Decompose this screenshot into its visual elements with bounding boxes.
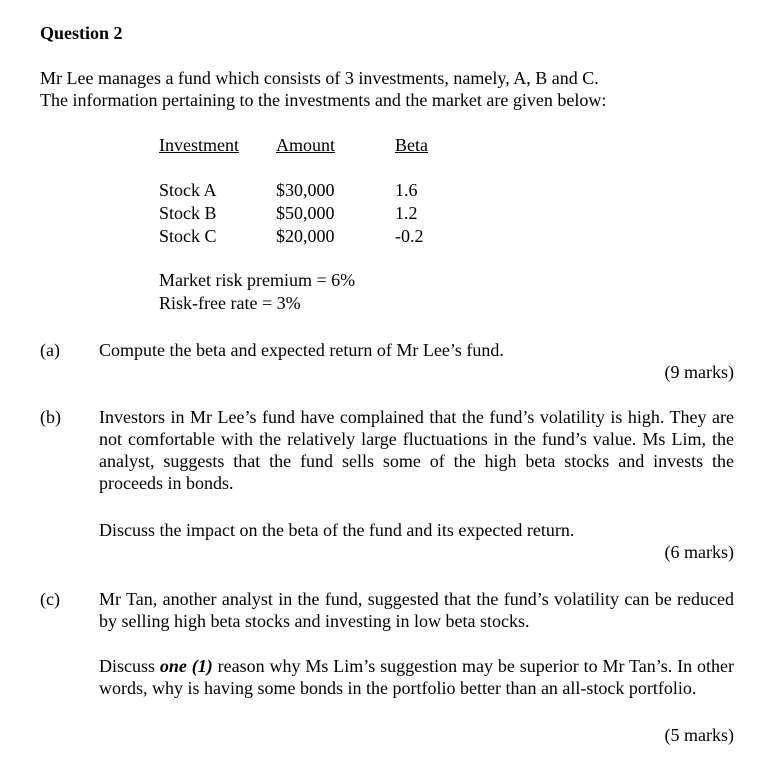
header-investment: Investment	[159, 135, 239, 155]
header-amount: Amount	[276, 135, 336, 155]
question-title: Question 2	[40, 23, 123, 43]
intro-line-2: The information pertaining to the investments and the market are given below:	[40, 90, 607, 110]
row-b-investment: Stock B	[159, 203, 217, 223]
part-c-text: Mr Tan, another analyst in the fund, suggested that the fund’s volatility can be reduced by selling high beta stocks and investing in low beta stocks.	[99, 589, 734, 631]
intro-line-1: Mr Lee manages a fund which consists of 3 investments, namely, A, B and C.	[40, 68, 599, 88]
row-a-beta: 1.6	[395, 180, 418, 200]
row-a-investment: Stock A	[159, 180, 217, 200]
risk-free-rate: Risk-free rate = 3%	[159, 293, 301, 313]
part-b-text: Investors in Mr Lee’s fund have complained that the fund’s volatility is high. They are not comfortable with the relatively large fluctuations in the fund’s value. Ms Lim, the analyst, suggests that the fund sells some of the high beta stocks and invests the proceeds in bonds.	[99, 407, 734, 493]
part-c-discuss-suffix: reason why Ms Lim’s suggestion may be superior to Mr Tan’s. In other words, why is having some bonds in the portfolio better than an all-stock portfolio.	[99, 656, 734, 698]
part-c-discuss	[99, 655, 734, 699]
row-c-amount: $20,000	[276, 226, 335, 246]
row-a-amount: $30,000	[276, 180, 335, 200]
part-a-marks: (9 marks)	[664, 362, 734, 382]
part-c-discuss-emphasis: one (1)	[159, 656, 213, 676]
row-c-investment: Stock C	[159, 226, 217, 246]
part-c-label: (c)	[40, 589, 60, 609]
part-b-discuss: Discuss the impact on the beta of the fund and its expected return.	[99, 520, 575, 540]
market-risk-premium: Market risk premium = 6%	[159, 270, 356, 290]
part-c-marks: (5 marks)	[664, 725, 734, 745]
part-a-label: (a)	[40, 340, 60, 360]
row-c-beta: -0.2	[395, 226, 424, 246]
part-b-label: (b)	[40, 407, 61, 427]
part-a-text: Compute the beta and expected return of Mr Lee’s fund.	[99, 340, 504, 360]
part-b-marks: (6 marks)	[664, 542, 734, 562]
row-b-amount: $50,000	[276, 203, 335, 223]
row-b-beta: 1.2	[395, 203, 418, 223]
header-beta: Beta	[395, 135, 428, 155]
intro-text	[40, 67, 606, 111]
part-c-discuss-prefix: Discuss	[99, 656, 160, 676]
